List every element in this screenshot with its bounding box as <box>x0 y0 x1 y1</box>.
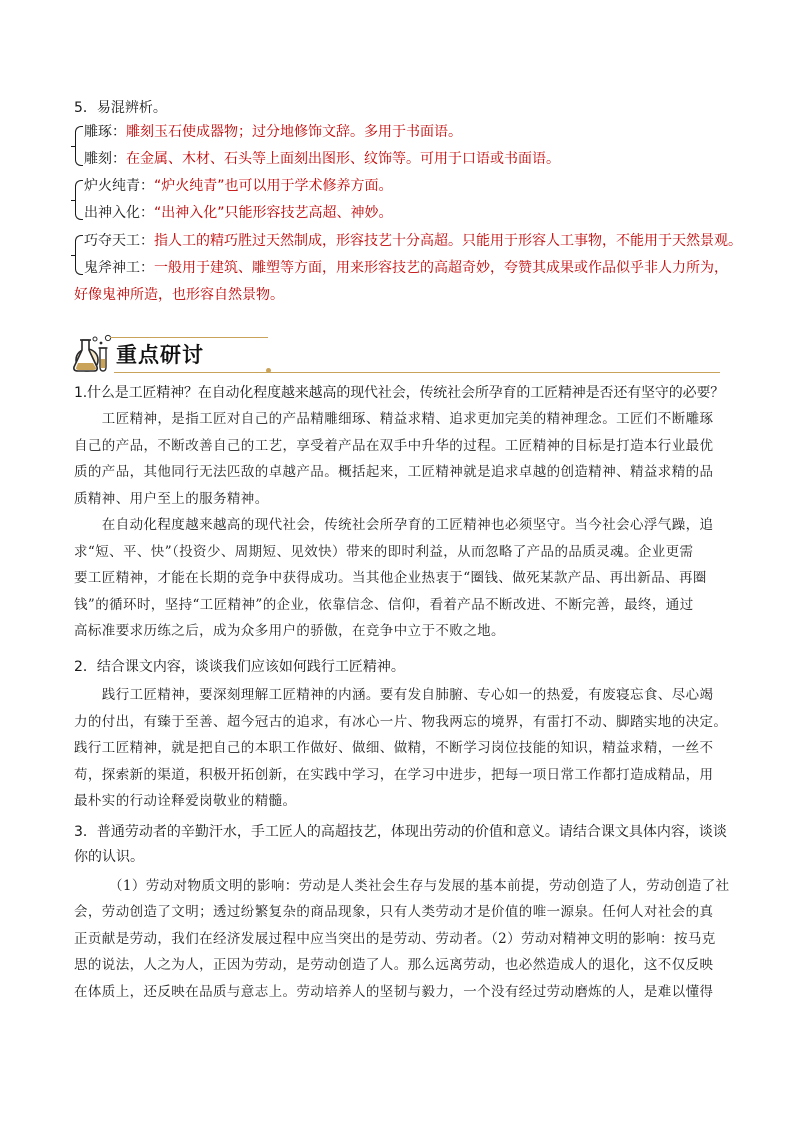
section-heading: 重点研讨 <box>116 343 204 367</box>
answer-line: 质的产品，其他同行无法匹敌的卓越产品。概括起来，工匠精神就是追求卓越的创造精神、精益求精的品 <box>74 464 714 480</box>
term-label: 雕刻： <box>84 151 126 167</box>
term-label: 鬼斧神工： <box>84 260 154 276</box>
answer-line: 在自动化程度越来越高的现代社会，传统社会所孕育的工匠精神也必须坚守。当今社会心浮气躁，追 <box>74 517 714 533</box>
answer-line: 钱”的循环时，坚持“工匠精神”的企业，依靠信念、信仰，看着产品不断改进、不断完善，最终，通过 <box>74 596 694 613</box>
answer-line: 力的付出，有臻于至善、超今冠古的追求，有冰心一片、物我两忘的境界，有雷打不动、脚踏实地的决定。 <box>74 713 728 730</box>
answer-line: 自己的产品，不断改善自己的工艺，享受着产品在双手中升华的过程。工匠精神的目标是打造本行业最优 <box>74 437 714 454</box>
answer-line: 思的说法，人之为人，正因为劳动，是劳动创造了人。那么远离劳动，也必然造成人的退化，这不仅反映 <box>74 957 714 974</box>
header-decoration <box>110 337 268 338</box>
header-underline <box>114 372 720 373</box>
answer-line: （1）劳动对物质文明的影响：劳动是人类社会生存与发展的基本前提，劳动创造了人，劳动创造了社 <box>74 878 730 894</box>
term-line <box>84 259 728 277</box>
answer-line: 会，劳动创造了文明；透过纷繁复杂的商品现象，只有人类劳动才是价值的唯一源泉。任何人对社会的真 <box>74 904 714 921</box>
answer-line: 正贡献是劳动，我们在经济发展过程中应当突出的是劳动、劳动者。（2）劳动对精神文明的影响：按马克 <box>74 930 716 947</box>
answer-line: 苟，探索新的渠道，积极开拓创新，在实践中学习，在学习中进步，把每一项日常工作都打造成精品，用 <box>74 766 714 783</box>
answer-line: 要工匠精神，才能在长期的竞争中获得成功。当其他企业热衷于“圈钱、做死某款产品、再出新品、再圈 <box>74 570 707 586</box>
answer-line: 高标准要求历练之后，成为众多用户的骄傲，在竞争中立于不败之地。 <box>74 623 505 639</box>
answer-line: 求“短、平、快”（投资少、周期短、见效快）带来的即时利益，从而忽略了产品的品质灵魂。企业更需 <box>74 543 694 560</box>
question-2: 2．结合课文内容，谈谈我们应该如何践行工匠精神。 <box>74 659 405 675</box>
question-line: 你的认识。 <box>74 849 144 865</box>
brace-group-2 <box>75 180 83 220</box>
answer-line: 践行工匠精神，就是把自己的本职工作做好、做细、做精，不断学习岗位技能的知识，精益求精，一丝不 <box>74 740 714 757</box>
question-line: 3．普通劳动者的辛勤汗水，手工匠人的高超技艺，体现出劳动的价值和意义。请结合课文具体内容，谈谈 <box>74 824 727 840</box>
section-title: 5．易混辨析。 <box>74 100 167 116</box>
term-definition: “炉火纯青”也可以用于学术修养方面。 <box>154 178 393 194</box>
section-header <box>70 334 724 376</box>
term-line <box>84 123 462 141</box>
term-definition: 指人工的精巧胜过天然制成，形容技艺十分高超。只能用于形容人工事物，不能用于天然景观。 <box>154 233 742 249</box>
answer-line: 在体质上，还反映在品质与意志上。劳动培养人的坚韧与毅力，一个没有经过劳动磨炼的人，是难以懂得 <box>74 983 714 1000</box>
term-line <box>84 150 560 168</box>
brace-group-1 <box>75 126 83 166</box>
term-label: 巧夺天工： <box>84 233 154 249</box>
brace-group-3 <box>75 235 83 275</box>
answer-line: 质精神、用户至上的服务精神。 <box>74 490 269 507</box>
question-1: 1.什么是工匠精神？在自动化程度越来越高的现代社会，传统社会所孕育的工匠精神是否还有坚守的必要？ <box>74 385 725 401</box>
flask-icon <box>70 334 112 374</box>
answer-line: 践行工匠精神，要深刻理解工匠精神的内涵。要有发自肺腑、专心如一的热爱，有废寝忘食、尽心竭 <box>74 687 714 703</box>
term-definition: 在金属、木材、石头等上面刻出图形、纹饰等。可用于口语或书面语。 <box>126 151 560 167</box>
term-line <box>84 177 393 195</box>
header-decoration-dot <box>266 368 271 373</box>
term-line <box>84 232 742 250</box>
term-definition: 雕刻玉石使成器物；过分地修饰文辞。多用于书面语。 <box>126 124 462 140</box>
term-label: 出神入化： <box>84 205 154 221</box>
term-line <box>84 204 393 222</box>
term-label: 雕琢： <box>84 124 126 140</box>
answer-line: 最朴实的行动诠释爱岗敬业的精髓。 <box>74 793 297 810</box>
answer-line: 工匠精神，是指工匠对自己的产品精雕细琢、精益求精、追求更加完美的精神理念。工匠们不断雕琢 <box>74 411 714 427</box>
term-definition: 一般用于建筑、雕塑等方面，用来形容技艺的高超奇妙，夸赞其成果或作品似乎非人力所为， <box>154 260 728 276</box>
term-label: 炉火纯青： <box>84 178 154 194</box>
term-definition: “出神入化”只能形容技艺高超、神妙。 <box>154 205 393 221</box>
term-definition: 好像鬼神所造，也形容自然景物。 <box>74 287 284 303</box>
